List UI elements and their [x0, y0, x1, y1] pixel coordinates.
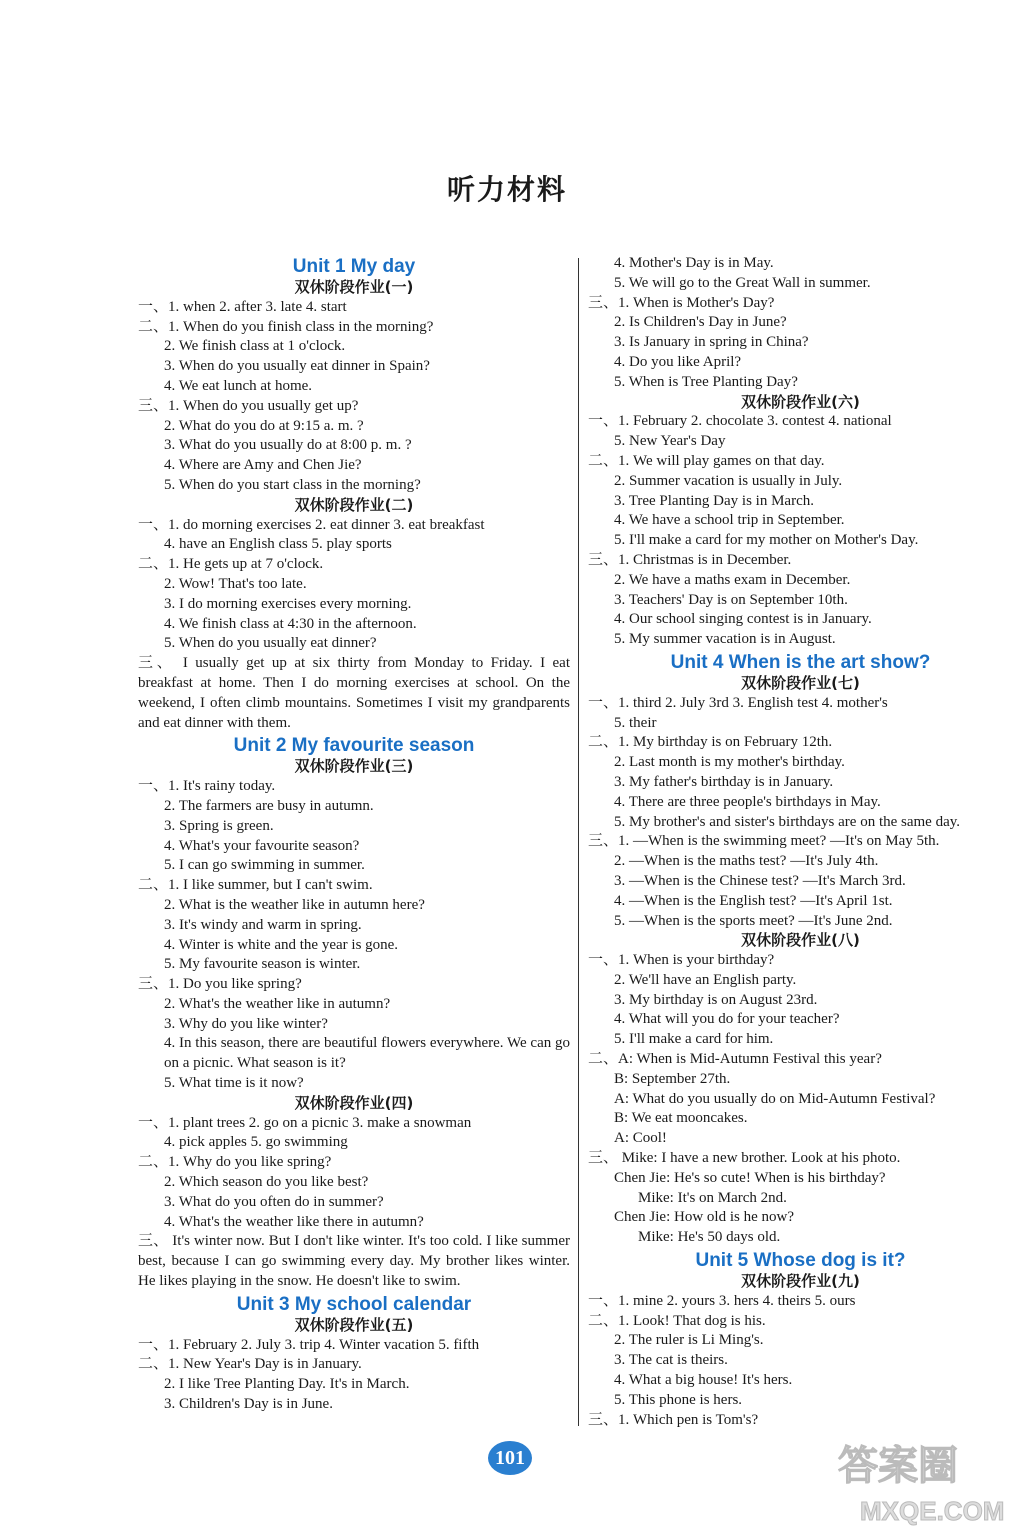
- question-line: 2. The farmers are busy in autumn.: [164, 797, 374, 814]
- dialogue-line: Mike: It's on March 2nd.: [638, 1189, 787, 1206]
- question-line: 5. My favourite season is winter.: [164, 956, 361, 973]
- question-line: 一、1. plant trees 2. go on a picnic 3. make a snowman: [138, 1114, 472, 1131]
- question-line: 二、1. Look! That dog is his.: [588, 1312, 766, 1329]
- question-line: 5. My brother's and sister's birthdays are on the same day.: [614, 813, 961, 830]
- question-line: 一、1. February 2. chocolate 3. contest 4. national: [588, 413, 892, 430]
- watermark-url: MXQE.COM: [860, 1496, 1005, 1526]
- question-line: 二、1. New Year's Day is in January.: [138, 1356, 362, 1373]
- passage-text: 三、 It's winter now. But I don't like winter. It's too cold. I like summer best, because I can go swimming every day. My brother likes winter. He likes playing in the snow. He doesn't like to swim.: [138, 1233, 570, 1290]
- section-heading: 双休阶段作业(四): [294, 1093, 414, 1112]
- question-line: 5. When do you start class in the morning?: [164, 476, 421, 493]
- left-column: [138, 254, 570, 1415]
- question-line: 3. Why do you like winter?: [164, 1015, 328, 1032]
- question-line: 5. What time is it now?: [164, 1075, 304, 1092]
- question-line: 三、1. Christmas is in December.: [588, 551, 792, 568]
- unit-heading: Unit 5 Whose dog is it?: [695, 1250, 906, 1272]
- question-line: 2. We finish class at 1 o'clock.: [164, 338, 346, 355]
- question-line: 一、1. do morning exercises 2. eat dinner 3. eat breakfast: [138, 516, 485, 533]
- question-line: 2. —When is the maths test? —It's July 4th.: [614, 853, 879, 870]
- question-line: 3. Is January in spring in China?: [614, 334, 809, 351]
- question-line: 3. It's windy and warm in spring.: [164, 916, 362, 933]
- question-line: 2. What's the weather like in autumn?: [164, 995, 391, 1012]
- question-line: 2. What do you do at 9:15 a. m. ?: [164, 417, 364, 434]
- question-line: 2. Wow! That's too late.: [164, 575, 307, 592]
- dialogue-line: Chen Jie: He's so cute! When is his birthday?: [614, 1169, 886, 1186]
- question-line: 三、 Mike: I have a new brother. Look at his photo.: [588, 1150, 901, 1167]
- question-line: 3. Teachers' Day is on September 10th.: [614, 591, 848, 608]
- question-line: 一、1. When is your birthday?: [588, 952, 775, 969]
- question-line: 二、1. When do you finish class in the morning?: [138, 318, 434, 335]
- question-line: 4. Do you like April?: [614, 353, 742, 370]
- question-line: 三、1. Which pen is Tom's?: [588, 1411, 759, 1428]
- question-line: 4. have an English class 5. play sports: [164, 536, 392, 553]
- question-line: 二、1. I like summer, but I can't swim.: [138, 877, 373, 894]
- question-line: 4. What will you do for your teacher?: [614, 1011, 840, 1028]
- page-title: 听力材料: [446, 173, 567, 206]
- question-line: B: September 27th.: [614, 1070, 731, 1087]
- question-line: 3. I do morning exercises every morning.: [164, 595, 412, 612]
- question-line: 二、1. He gets up at 7 o'clock.: [138, 556, 324, 573]
- section-heading: 双休阶段作业(三): [294, 757, 414, 776]
- section-heading: 双休阶段作业(九): [741, 1272, 860, 1291]
- question-line: 3. My father's birthday is in January.: [614, 773, 834, 790]
- question-line: 2. Summer vacation is usually in July.: [614, 472, 843, 489]
- question-line: 一、1. It's rainy today.: [138, 778, 276, 795]
- right-column: [588, 254, 1013, 1430]
- question-line: 2. We have a maths exam in December.: [614, 571, 851, 588]
- question-line: 3. Spring is green.: [164, 817, 274, 834]
- question-line: 2. I like Tree Planting Day. It's in March.: [164, 1376, 410, 1393]
- question-line: 4. What a big house! It's hers.: [614, 1372, 793, 1389]
- question-line: 5. I'll make a card for him.: [614, 1031, 774, 1048]
- question-line: 5. My summer vacation is in August.: [614, 631, 836, 648]
- question-line: 三、1. Do you like spring?: [138, 976, 302, 993]
- passage-text: 三、 I usually get up at six thirty from Monday to Friday. I eat breakfast at home. Then I do morning exercises at school. On the weekend, I often climb mountains. Sometimes I visit my grandparents and eat dinner with them.: [138, 655, 570, 731]
- question-line: 4. Winter is white and the year is gone.: [164, 936, 399, 953]
- question-line: 4. pick apples 5. go swimming: [164, 1134, 348, 1151]
- question-line: 3. Children's Day is in June.: [164, 1396, 333, 1413]
- question-line: 2. Is Children's Day in June?: [614, 314, 787, 331]
- question-line: 5. We will go to the Great Wall in summer.: [614, 274, 871, 291]
- section-heading: 双休阶段作业(七): [741, 673, 860, 692]
- question-line: 4. There are three people's birthdays in May.: [614, 793, 881, 810]
- watermark-logo: 答案圈: [838, 1443, 958, 1489]
- question-line: 4. We eat lunch at home.: [164, 377, 313, 394]
- question-line: 3. My birthday is on August 23rd.: [614, 991, 818, 1008]
- question-line: 3. The cat is theirs.: [614, 1352, 728, 1369]
- question-line: 2. Last month is my mother's birthday.: [614, 754, 845, 771]
- dialogue-line: Chen Jie: How old is he now?: [614, 1209, 794, 1226]
- question-line: 5. —When is the sports meet? —It's June 2nd.: [614, 912, 893, 929]
- question-line: 二、1. Why do you like spring?: [138, 1154, 332, 1171]
- question-line: 一、1. February 2. July 3. trip 4. Winter vacation 5. fifth: [138, 1336, 480, 1353]
- question-line: 4. We finish class at 4:30 in the afternoon.: [164, 615, 417, 632]
- unit-heading: Unit 3 My school calendar: [236, 1293, 472, 1315]
- question-line: 4. What's the weather like there in autumn?: [164, 1213, 424, 1230]
- question-line: 3. —When is the Chinese test? —It's March 3rd.: [614, 872, 906, 889]
- unit-heading: Unit 2 My favourite season: [233, 735, 475, 757]
- question-line: 5. New Year's Day: [614, 433, 726, 450]
- question-line: 2. We'll have an English party.: [614, 971, 797, 988]
- question-line: A: Cool!: [614, 1130, 667, 1147]
- question-line: 2. What is the weather like in autumn here?: [164, 896, 425, 913]
- question-line: 5. I'll make a card for my mother on Mother's Day.: [614, 532, 919, 549]
- dialogue-line: Mike: He's 50 days old.: [638, 1229, 781, 1246]
- section-heading: 双休阶段作业(八): [741, 931, 860, 950]
- question-line: 3. What do you usually do at 8:00 p. m. ?: [164, 437, 412, 454]
- section-heading: 双休阶段作业(五): [294, 1315, 414, 1334]
- question-line: 3. When do you usually eat dinner in Spain?: [164, 358, 430, 375]
- column-divider: [578, 258, 579, 1426]
- question-line: 4. Mother's Day is in May.: [614, 255, 774, 271]
- question-line: 3. Tree Planting Day is in March.: [614, 492, 814, 509]
- question-line: 5. This phone is hers.: [614, 1391, 743, 1408]
- question-line: 2. Which season do you like best?: [164, 1174, 369, 1191]
- page-number: 101: [488, 1441, 532, 1475]
- question-line: 二、1. We will play games on that day.: [588, 452, 825, 469]
- question-line: 一、1. when 2. after 3. late 4. start: [138, 298, 347, 315]
- question-line: 5. their: [614, 714, 657, 731]
- section-heading: 双休阶段作业(六): [741, 392, 860, 411]
- section-heading: 双休阶段作业(一): [294, 278, 414, 296]
- question-line: 二、A: When is Mid-Autumn Festival this year?: [588, 1051, 882, 1068]
- question-line: B: We eat mooncakes.: [614, 1110, 748, 1127]
- question-line: 5. When is Tree Planting Day?: [614, 373, 798, 390]
- question-line: 三、1. When do you usually get up?: [138, 397, 359, 414]
- question-line: 一、1. third 2. July 3rd 3. English test 4. mother's: [588, 694, 888, 711]
- question-line: 5. I can go swimming in summer.: [164, 857, 365, 874]
- question-line: 2. The ruler is Li Ming's.: [614, 1332, 764, 1349]
- question-line: 三、1. —When is the swimming meet? —It's on May 5th.: [588, 833, 940, 850]
- question-line: 4. In this season, there are beautiful flowers everywhere. We can go on a picnic. What season is it?: [164, 1035, 570, 1072]
- question-line: 一、1. mine 2. yours 3. hers 4. theirs 5. ours: [588, 1292, 856, 1309]
- question-line: 三、1. When is Mother's Day?: [588, 294, 775, 311]
- question-line: 4. Where are Amy and Chen Jie?: [164, 457, 362, 474]
- question-line: 4. —When is the English test? —It's April 1st.: [614, 892, 893, 909]
- question-line: 4. What's your favourite season?: [164, 837, 360, 854]
- question-line: 二、1. My birthday is on February 12th.: [588, 734, 833, 751]
- unit-heading: Unit 4 When is the art show?: [670, 651, 931, 673]
- question-line: A: What do you usually do on Mid-Autumn Festival?: [614, 1090, 936, 1107]
- question-line: 5. When do you usually eat dinner?: [164, 635, 377, 652]
- question-line: 4. We have a school trip in September.: [614, 512, 845, 529]
- unit-heading: Unit 1 My day: [292, 256, 416, 277]
- section-heading: 双休阶段作业(二): [294, 495, 414, 514]
- question-line: 3. What do you often do in summer?: [164, 1193, 384, 1210]
- question-line: 4. Our school singing contest is in January.: [614, 611, 872, 628]
